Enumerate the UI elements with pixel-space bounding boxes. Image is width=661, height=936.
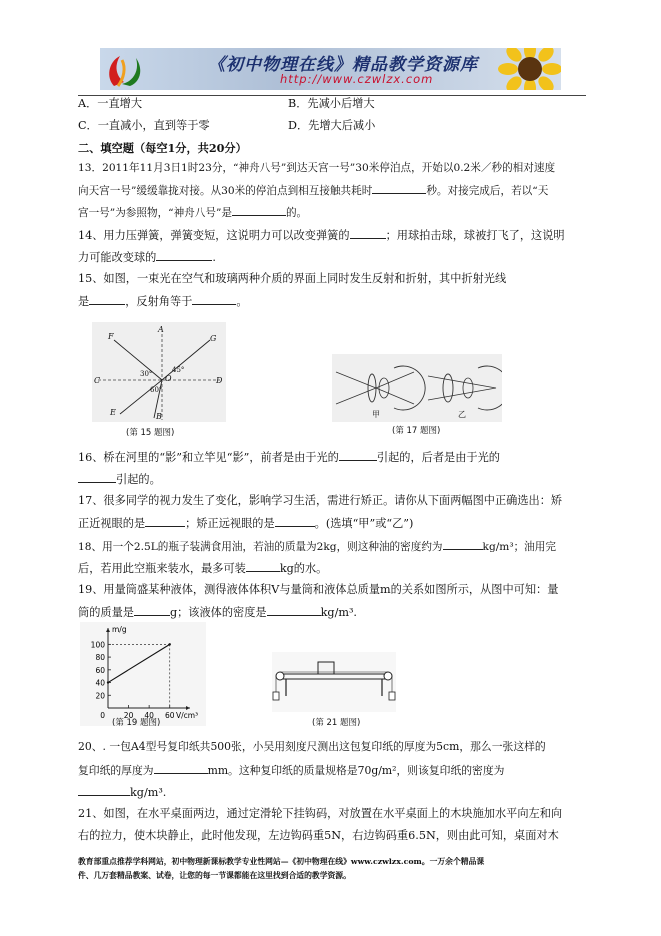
q20-line2b: mm。这种复印纸的质量规格是70g/m²，则该复印纸的密度为 [207, 764, 505, 777]
q20-blank1[interactable] [154, 762, 208, 774]
q17-blank1[interactable] [145, 515, 185, 527]
fig19-caption: (第 19 题图) [112, 718, 161, 728]
q13-blank1[interactable] [372, 182, 426, 194]
series-line [108, 644, 170, 682]
fig21-caption: (第 21 题图) [312, 718, 361, 728]
x-axis-arrow [186, 706, 190, 710]
option-d: D．先增大后减小 [288, 119, 376, 132]
data-point [169, 643, 171, 645]
sunflower-icon [498, 48, 561, 90]
fig15-label-e: E [110, 408, 116, 417]
q13-line3a: 宫一号”为参照物，“神舟八号”是 [78, 207, 232, 219]
data-point [107, 681, 109, 683]
fig15-angle-45: 45° [172, 366, 185, 374]
q20-line3: kg/m³. [130, 786, 167, 799]
figure-15 [92, 322, 226, 422]
q14-line2b: . [212, 251, 216, 264]
fig17-label-yi: 乙 [458, 410, 466, 419]
option-b: B．先减小后增大 [288, 97, 375, 110]
figure-17 [332, 354, 502, 422]
q14-blank1[interactable] [350, 227, 386, 239]
y-tick-label: 100 [90, 640, 105, 650]
q13-blank2[interactable] [232, 204, 286, 216]
q14-line1a: 14、用力压弹簧，弹簧变短，这说明力可以改变弹簧的 [78, 229, 350, 242]
q16-line2: 引起的。 [116, 473, 161, 486]
fig15-label-a: A [158, 325, 164, 334]
q16-line1b: 引起的，后者是由于光的 [376, 451, 500, 464]
q20-line2a: 复印纸的厚度为 [78, 764, 154, 777]
q16-line1a: 16、桥在河里的“影”和立竿见“影”，前者是由于光的 [78, 451, 339, 464]
option-c: C．一直减小，直到等于零 [78, 119, 210, 132]
x-axis-label: V/cm³ [176, 711, 199, 720]
q18-line1b: kg/m³；油用完 [482, 541, 556, 553]
q19-blank1[interactable] [134, 604, 170, 616]
y-tick-label: 60 [95, 665, 105, 675]
q18-blank1[interactable] [443, 538, 483, 550]
q18-line1a: 18、用一个2.5L的瓶子装满食用油，若油的质量为2kg，则这种油的密度约为 [78, 541, 443, 553]
q18-line2b: kg的水。 [279, 562, 328, 575]
banner-url[interactable]: http://www.czwlzx.com [280, 72, 434, 86]
q20-blank2[interactable] [78, 784, 130, 796]
q13-line2b: 秒。对接完成后，若以“天 [426, 185, 549, 197]
q14-line2a: 力可能改变球的 [78, 251, 157, 264]
q14-line1b: ；用球拍击球，球被打飞了，这说明 [385, 229, 565, 242]
q19-line2b: g；该液体的密度是 [169, 606, 267, 619]
q13-line3b: 的。 [285, 207, 308, 219]
q17-line2b: ；矫正远视眼的是 [185, 517, 275, 530]
q17-line1: 17、很多同学的视力发生了变化，影响学习生活，需进行矫正。请你从下面两幅图中正确选出：矫 [78, 494, 563, 507]
footer-line1: 教育部重点推荐学科网站，初中物理新课标教学专业性网站—《初中物理在线》www.czwlzx.com。一万余个精品课 [78, 857, 485, 866]
q16-blank2[interactable] [78, 471, 116, 483]
q17-blank2[interactable] [275, 515, 315, 527]
x-tick-label: 40 [144, 711, 154, 720]
q15-line2c: 。 [236, 295, 248, 308]
fig17-label-jia: 甲 [372, 410, 380, 419]
q19-line2a: 筒的质量是 [78, 606, 134, 619]
footer-line2: 件、几万套精品教案、试卷，让您的每一节课都能在这里找到合适的教学资源。 [78, 871, 351, 880]
q17-line2a: 正近视眼的是 [78, 517, 146, 530]
chart-19 [80, 622, 206, 726]
x-tick-label: 60 [164, 711, 175, 720]
q13-line2a: 向天宫一号”缓缓靠拢对接。从30米的停泊点到相互接触共耗时 [78, 185, 373, 197]
fig15-label-b: B [156, 412, 162, 421]
q19-blank2[interactable] [267, 604, 321, 616]
figure-21 [272, 652, 396, 712]
fig15-angle-30: 30° [140, 370, 153, 378]
q13-line1: 13．2011年11月3日1时23分，“神舟八号”到达天宫一号”30米停泊点，开始以0.2米／秒的相对速度 [78, 162, 556, 174]
q19-line1: 19、用量筒盛某种液体，测得液体体积V与量筒和液体总质量m的关系如图所示，从图中可知：量 [78, 583, 559, 596]
fig15-label-f: F [108, 332, 114, 341]
fig15-angle-60: 60° [150, 386, 163, 394]
y-tick-label: 80 [95, 653, 105, 663]
y-axis-label: m/g [112, 625, 127, 634]
fig15-label-c: C [94, 376, 101, 385]
fig15-label-g: G [210, 334, 217, 343]
fig17-caption: (第 17 题图) [392, 426, 441, 436]
fig15-label-d: D [216, 376, 223, 385]
logo-icon [100, 48, 150, 90]
q18-blank2[interactable] [246, 560, 280, 572]
origin-label: 0 [100, 711, 105, 720]
q17-line2c: 。(选填“甲”或“乙”) [314, 517, 414, 530]
q15-line2a: 是 [78, 295, 90, 308]
option-a: A．一直增大 [78, 97, 143, 110]
q21-line2: 右的拉力，使木块静止，此时他发现，左边钩码重5N，右边钩码重6.5N，则由此可知，桌面对木 [78, 829, 559, 842]
q20-line1: 20、. 一包A4型号复印纸共500张，小吴用刻度尺测出这包复印纸的厚度为5cm，那么一张这样的 [78, 740, 546, 753]
q18-line2a: 后，若用此空瓶来装水，最多可装 [78, 562, 246, 575]
q21-line1: 21、如图，在水平桌面两边，通过定滑轮下挂钩码，对放置在水平桌面上的木块施加水平向左和向 [78, 807, 563, 820]
section-title: 二、填空题（每空1分，共20分） [78, 141, 247, 155]
header-banner [100, 48, 561, 90]
figure-19 [80, 622, 206, 726]
q15-line2b: ，反射角等于 [125, 295, 193, 308]
q14-blank2[interactable] [156, 249, 212, 261]
fig15-label-o: O [165, 374, 172, 383]
q15-blank2[interactable] [192, 293, 236, 305]
banner-title: 《初中物理在线》精品教学资源库 [208, 55, 478, 75]
x-tick-label: 20 [123, 711, 134, 720]
q15-blank1[interactable] [89, 293, 125, 305]
q15-line1: 15、如图，一束光在空气和玻璃两种介质的界面上同时发生反射和折射，其中折射光线 [78, 272, 507, 285]
y-tick-label: 20 [95, 691, 105, 701]
y-axis-arrow [106, 628, 110, 632]
fig15-caption: (第 15 题图) [126, 428, 175, 438]
q19-line2c: kg/m³. [320, 606, 357, 619]
q16-blank1[interactable] [339, 449, 377, 461]
y-tick-label: 40 [95, 678, 105, 688]
